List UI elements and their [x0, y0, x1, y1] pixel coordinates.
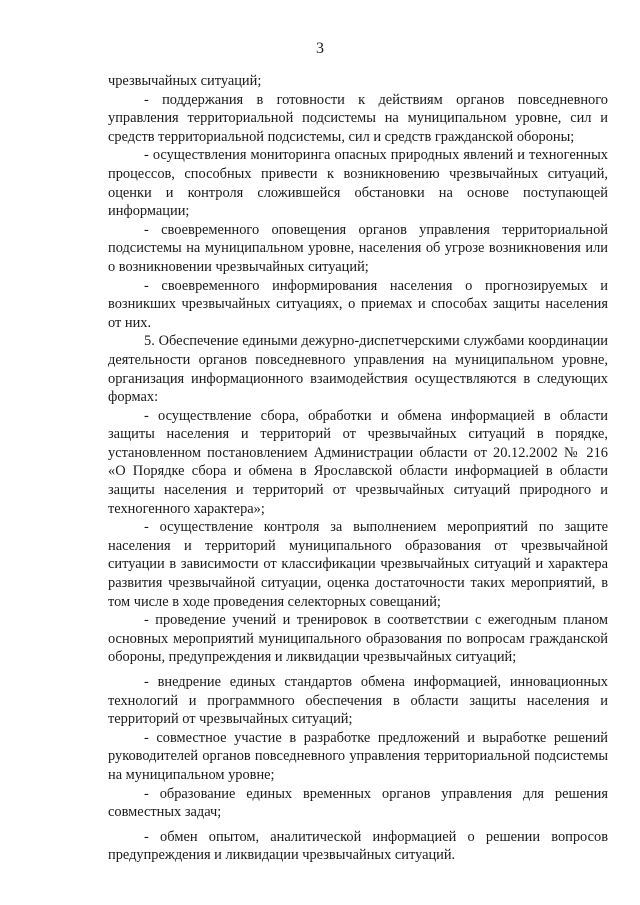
list-item: - обмен опытом, аналитической информацией о решении вопросов предупреждения и ликвидации чрезвычайных ситуаций.: [108, 828, 608, 864]
list-item: - осуществление сбора, обработки и обмена информацией в области защиты населения и территорий от чрезвычайных ситуаций в порядке, установленном постановлением Администрации области от 20.12.2002 № 216 «О Порядке сбора и обмена в Ярославской области информацией в области защиты населения и территорий от чрезвычайных ситуаций природного и техногенного характера»;: [108, 407, 608, 517]
numbered-paragraph: 5. Обеспечение едиными дежурно-диспетчерскими службами координации деятельности органов повседневного управления на муниципальном уровне, организация информационного взаимодействия осуществляются в следующих формах:: [108, 333, 608, 406]
list-item: - поддержания в готовности к действиям органов повседневного управления территориальной подсистемы на муниципальном уровне, сил и средств территориальной подсистемы, сил и средств гражданской обороны;: [108, 91, 608, 145]
list-item: - осуществления мониторинга опасных природных явлений и техногенных процессов, способных привести к возникновению чрезвычайных ситуаций, оценки и контроля сложившейся обстановки на основе поступающей информации;: [108, 147, 608, 220]
list-item: - своевременного информирования населения о прогнозируемых и возникших чрезвычайных ситуациях, о приемах и способах защиты населения от них.: [108, 277, 608, 331]
list-item: - осуществление контроля за выполнением мероприятий по защите населения и территорий муниципального образования от чрезвычайной ситуации в зависимости от классификации чрезвычайных ситуаций и характера развития чрезвычайной ситуации, оценка достаточности таких мероприятий, в том числе в ходе проведения селекторных совещаний;: [108, 519, 608, 610]
list-item: - своевременного оповещения органов управления территориальной подсистемы на муниципальном уровне, населения об угрозе возникновения или о возникновении чрезвычайных ситуаций;: [108, 221, 608, 275]
list-item: - совместное участие в разработке предложений и выработке решений руководителей органов повседневного управления территориальной подсистемы на муниципальном уровне;: [108, 729, 608, 783]
list-item: - образование единых временных органов управления для решения совместных задач;: [108, 785, 608, 821]
paragraph-continuation: чрезвычайных ситуаций;: [108, 73, 262, 89]
page-number: 3: [316, 40, 324, 57]
list-item: - внедрение единых стандартов обмена информацией, инновационных технологий и программного обеспечения в области защиты населения и территорий от чрезвычайных ситуаций;: [108, 674, 608, 728]
document-body: [108, 72, 608, 865]
list-item: - проведение учений и тренировок в соответствии с ежегодным планом основных мероприятий муниципального образования по вопросам гражданской обороны, предупреждения и ликвидации чрезвычайных ситуаций;: [108, 612, 608, 666]
